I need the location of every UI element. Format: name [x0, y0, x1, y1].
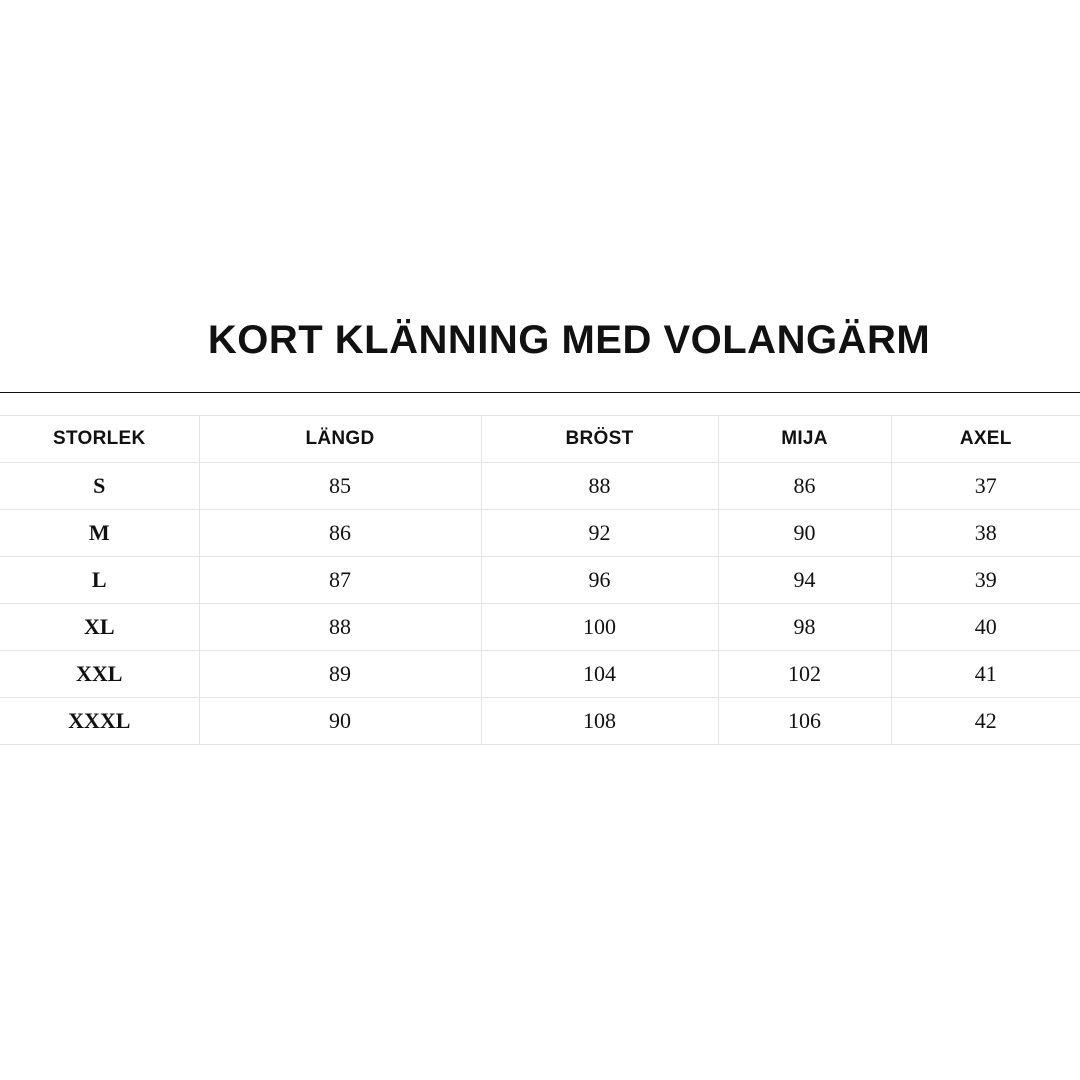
brost-cell: 88 — [481, 463, 718, 510]
page-title: KORT KLÄNNING MED VOLANGÄRM — [207, 318, 931, 362]
brost-cell: 104 — [481, 651, 718, 698]
header-axel: AXEL — [891, 416, 1080, 463]
brost-cell: 108 — [481, 698, 718, 745]
table-row — [0, 557, 1080, 604]
header-storlek: STORLEK — [0, 416, 199, 463]
size-cell: XL — [0, 604, 199, 651]
size-cell: XXL — [0, 651, 199, 698]
table-row — [0, 604, 1080, 651]
brost-cell: 92 — [481, 510, 718, 557]
table-header-row — [0, 416, 1080, 463]
header-brost: BRÖST — [481, 416, 718, 463]
axel-cell: 37 — [891, 463, 1080, 510]
title-divider — [0, 392, 1080, 393]
langd-cell: 90 — [199, 698, 481, 745]
table-row — [0, 698, 1080, 745]
axel-cell: 39 — [891, 557, 1080, 604]
mija-cell: 90 — [718, 510, 891, 557]
mija-cell: 98 — [718, 604, 891, 651]
size-cell: M — [0, 510, 199, 557]
size-cell: XXXL — [0, 698, 199, 745]
size-cell: L — [0, 557, 199, 604]
size-cell: S — [0, 463, 199, 510]
mija-cell: 94 — [718, 557, 891, 604]
axel-cell: 42 — [891, 698, 1080, 745]
langd-cell: 86 — [199, 510, 481, 557]
langd-cell: 87 — [199, 557, 481, 604]
brost-cell: 100 — [481, 604, 718, 651]
table-row — [0, 651, 1080, 698]
header-langd: LÄNGD — [199, 416, 481, 463]
table-row — [0, 463, 1080, 510]
axel-cell: 38 — [891, 510, 1080, 557]
axel-cell: 41 — [891, 651, 1080, 698]
langd-cell: 88 — [199, 604, 481, 651]
langd-cell: 89 — [199, 651, 481, 698]
brost-cell: 96 — [481, 557, 718, 604]
mija-cell: 102 — [718, 651, 891, 698]
mija-cell: 86 — [718, 463, 891, 510]
mija-cell: 106 — [718, 698, 891, 745]
table-row — [0, 510, 1080, 557]
axel-cell: 40 — [891, 604, 1080, 651]
header-mija: MIJA — [718, 416, 891, 463]
langd-cell: 85 — [199, 463, 481, 510]
size-chart-table — [0, 415, 1080, 745]
